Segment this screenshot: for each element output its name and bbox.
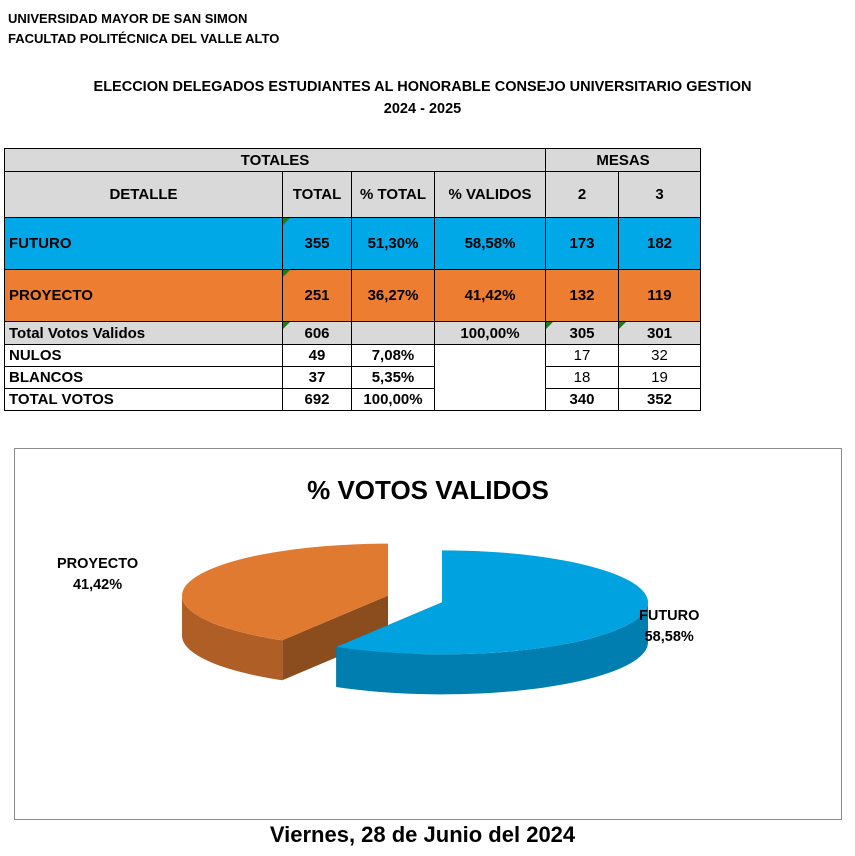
cell-detalle: Total Votos Validos	[5, 322, 283, 345]
cell-total: 49	[283, 345, 352, 367]
cell-mesa-2: 340	[546, 389, 619, 411]
cell-mesa-2: 18	[546, 367, 619, 389]
cell-flag-icon	[283, 270, 290, 277]
cell-total: 37	[283, 367, 352, 389]
cell-pct-validos: 100,00%	[435, 322, 546, 345]
cell-pct-validos: 41,42%	[435, 270, 546, 322]
cell-detalle: FUTURO	[5, 218, 283, 270]
slice-name-futuro: FUTURO	[639, 608, 700, 624]
slice-label-futuro	[639, 606, 699, 648]
cell-total: 251	[283, 270, 352, 322]
cell-total: 606	[283, 322, 352, 345]
election-title: ELECCION DELEGADOS ESTUDIANTES AL HONORABLE CONSEJO UNIVERSITARIO GESTION	[93, 79, 752, 95]
cell-mesa-3: 19	[619, 367, 701, 389]
cell-mesa-3: 32	[619, 345, 701, 367]
chart-title: % VOTOS VALIDOS	[307, 475, 549, 505]
cell-pct-validos-blank	[435, 345, 546, 411]
table-row-nulos	[5, 345, 701, 367]
col-header-mesa-2: 2	[546, 172, 619, 218]
cell-detalle: NULOS	[5, 345, 283, 367]
slice-label-proyecto	[57, 554, 138, 596]
cell-mesa-3: 119	[619, 270, 701, 322]
cell-pct-total: 7,08%	[352, 345, 435, 367]
university-name: UNIVERSIDAD MAYOR DE SAN SIMON	[8, 11, 248, 26]
table-row-proyecto	[5, 270, 701, 322]
cell-mesa-2: 132	[546, 270, 619, 322]
cell-detalle: TOTAL VOTOS	[5, 389, 283, 411]
cell-mesa-2: 305	[546, 322, 619, 345]
cell-total: 355	[283, 218, 352, 270]
column-header-row	[5, 172, 701, 218]
table-row-blancos	[5, 367, 701, 389]
cell-mesa-2: 17	[546, 345, 619, 367]
table-row-validos	[5, 322, 701, 345]
col-header-total: TOTAL	[283, 172, 352, 218]
cell-detalle: PROYECTO	[5, 270, 283, 322]
cell-mesa-3: 301	[619, 322, 701, 345]
cell-pct-total: 51,30%	[352, 218, 435, 270]
faculty-name: FACULTAD POLITÉCNICA DEL VALLE ALTO	[8, 31, 280, 46]
cell-flag-icon	[546, 322, 553, 329]
col-header-detalle: DETALLE	[5, 172, 283, 218]
cell-mesa-3: 352	[619, 389, 701, 411]
group-header-row	[5, 149, 701, 172]
cell-flag-icon	[619, 322, 626, 329]
results-table	[4, 148, 701, 411]
cell-pct-total: 5,35%	[352, 367, 435, 389]
cell-mesa-3: 182	[619, 218, 701, 270]
cell-pct-total	[352, 322, 435, 345]
cell-pct-total: 36,27%	[352, 270, 435, 322]
table-row-total-votos	[5, 389, 701, 411]
pie-chart-area	[14, 448, 842, 820]
slice-value-proyecto: 41,42%	[72, 577, 123, 593]
cell-flag-icon	[283, 218, 290, 225]
group-mesas: MESAS	[546, 149, 701, 172]
col-header-pct-validos: % VALIDOS	[435, 172, 546, 218]
slice-value-futuro: 58,58%	[644, 629, 694, 645]
cell-pct-total: 100,00%	[352, 389, 435, 411]
cell-mesa-2: 173	[546, 218, 619, 270]
cell-total: 692	[283, 389, 352, 411]
cell-flag-icon	[283, 322, 290, 329]
pie-chart	[15, 449, 841, 819]
election-period: 2024 - 2025	[383, 101, 462, 117]
cell-detalle: BLANCOS	[5, 367, 283, 389]
group-totales: TOTALES	[5, 149, 546, 172]
slice-name-proyecto: PROYECTO	[57, 556, 139, 572]
table-row-futuro	[5, 218, 701, 270]
col-header-mesa-3: 3	[619, 172, 701, 218]
cell-pct-validos: 58,58%	[435, 218, 546, 270]
col-header-pct-total: % TOTAL	[352, 172, 435, 218]
report-date: Viernes, 28 de Junio del 2024	[269, 822, 576, 847]
